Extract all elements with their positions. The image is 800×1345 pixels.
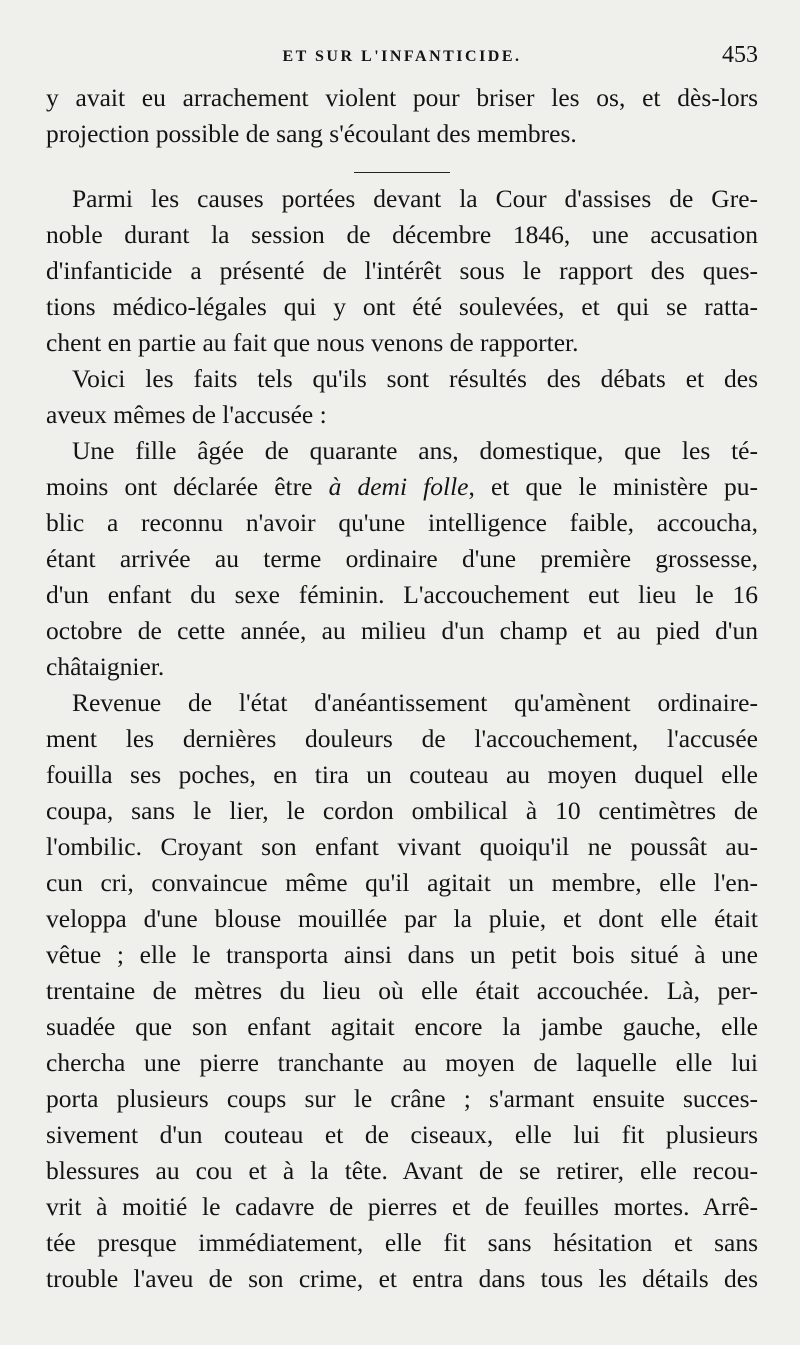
text-line: d'un enfant du sexe féminin. L'accouchement eut lieu le 16	[46, 580, 758, 609]
paragraph-continuation	[46, 80, 758, 152]
text-segment: moins ont déclarée être	[46, 472, 329, 501]
text-line: fouilla ses poches, en tira un couteau au moyen duquel elle	[46, 760, 758, 789]
running-head	[46, 44, 758, 74]
text-line: trouble l'aveu de son crime, et entra dans tous les détails des	[46, 1264, 758, 1293]
text-segment: , et que le ministère pu-	[468, 472, 759, 501]
text-line: châtaignier.	[46, 652, 165, 681]
text-line: vrit à moitié le cadavre de pierres et de feuilles mortes. Arrê-	[46, 1192, 758, 1221]
text-line: étant arrivée au terme ordinaire d'une première grossesse,	[46, 544, 758, 573]
text-line: tions médico-légales qui y ont été soulevées, et qui se ratta-	[46, 292, 758, 321]
text-line: vêtue ; elle le transporta ainsi dans un petit bois situé à une	[46, 940, 758, 969]
text-line: ment les dernières douleurs de l'accouchement, l'accusée	[46, 724, 758, 753]
running-head-title: ET SUR L'INFANTICIDE.	[282, 48, 522, 65]
text-line: Parmi les causes portées devant la Cour d'assises de Gre-	[72, 184, 758, 213]
text-line: octobre de cette année, au milieu d'un champ et au pied d'un	[46, 616, 758, 645]
text-line: tée presque immédiatement, elle fit sans hésitation et sans	[46, 1228, 758, 1257]
text-line: porta plusieurs coups sur le crâne ; s'armant ensuite succes-	[46, 1084, 758, 1113]
body-text	[46, 80, 758, 1297]
text-line: d'infanticide a présenté de l'intérêt sous le rapport des ques-	[46, 256, 758, 285]
text-line: cun cri, convaincue même qu'il agitait un membre, elle l'en-	[46, 868, 758, 897]
text-line: chent en partie au fait que nous venons de rapporter.	[46, 328, 579, 357]
text-line: blic a reconnu n'avoir qu'une intelligence faible, accoucha,	[46, 508, 758, 537]
text-line: aveux mêmes de l'accusée :	[46, 400, 327, 429]
text-line: suadée que son enfant agitait encore la jambe gauche, elle	[46, 1012, 758, 1041]
text-line: veloppa d'une blouse mouillée par la pluie, et dont elle était	[46, 904, 758, 933]
text-line: Voici les faits tels qu'ils sont résultés des débats et des	[72, 364, 758, 393]
section-divider	[354, 172, 450, 173]
italic-phrase: à demi folle	[328, 472, 469, 501]
text-line: projection possible de sang s'écoulant des membres.	[46, 119, 577, 148]
paragraph-fille	[46, 433, 758, 685]
text-line: noble durant la session de décembre 1846, une accusation	[46, 220, 758, 249]
page-number: 453	[722, 42, 758, 68]
text-line: trentaine de mètres du lieu où elle était accouchée. Là, per-	[46, 976, 758, 1005]
text-line: Une fille âgée de quarante ans, domestique, que les té-	[72, 436, 758, 465]
paragraph-revenue	[46, 685, 758, 1297]
text-line: blessures au cou et à la tête. Avant de se retirer, elle recou-	[46, 1156, 758, 1185]
text-line: chercha une pierre tranchante au moyen de laquelle elle lui	[46, 1048, 758, 1077]
text-line: l'ombilic. Croyant son enfant vivant quoiqu'il ne poussât au-	[46, 832, 758, 861]
text-line: coupa, sans le lier, le cordon ombilical à 10 centimètres de	[46, 796, 758, 825]
text-line: Revenue de l'état d'anéantissement qu'amènent ordinaire-	[72, 688, 758, 717]
paragraph-faits	[46, 361, 758, 433]
text-line-with-italic	[46, 469, 758, 505]
paragraph-causes	[46, 181, 758, 361]
text-line: sivement d'un couteau et de ciseaux, elle lui fit plusieurs	[46, 1120, 758, 1149]
text-line: y avait eu arrachement violent pour briser les os, et dès-lors	[46, 83, 758, 112]
